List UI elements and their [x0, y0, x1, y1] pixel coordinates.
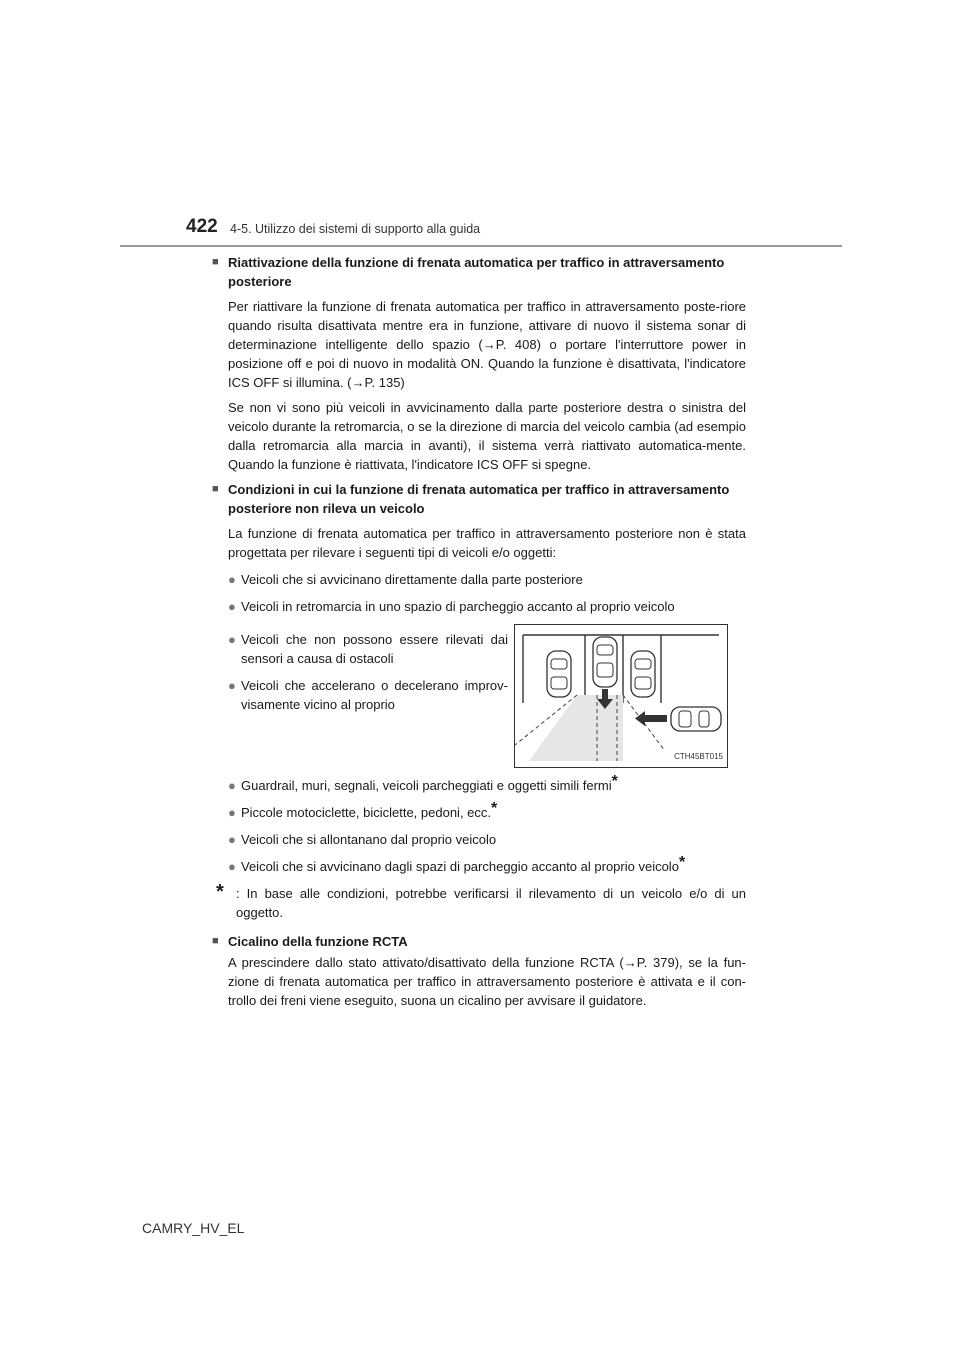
- asterisk-mark: *: [216, 881, 224, 903]
- list-item: ● Veicoli in retromarcia in uno spazio di parcheggio accanto al proprio veicolo: [228, 599, 675, 614]
- paragraph: A prescindere dallo stato attivato/disattivato della funzione RCTA (→P. 379), se la fun-zione di frenata automatica per traffico in attraversamento posteriore è attivata e il con-trollo dei freni viene eseguito, suona un cicalino per avvisare il guidatore.: [228, 955, 746, 1008]
- heading-cicalino: ■ Cicalino della funzione RCTA: [212, 934, 408, 949]
- page-number: 422: [186, 216, 218, 237]
- footnote: * : In base alle condizioni, potrebbe verificarsi il rilevamento di un veicolo e/o di un oggetto.: [216, 881, 746, 920]
- list-item: ● Veicoli che si avvicinano direttamente dalla parte posteriore: [228, 572, 583, 587]
- dot-bullet-icon: ●: [228, 805, 236, 820]
- list-item: ● Veicoli che si avvicinano dagli spazi di parcheggio accanto al proprio veicolo*: [228, 854, 686, 874]
- list-item: ● Veicoli che non possono essere rilevati dai sensori a causa di ostacoli: [228, 632, 508, 666]
- paragraph: Se non vi sono più veicoli in avvicinamento dalla parte posteriore destra o sinistra del veicolo durante la retromarcia, o se la direzione di marcia del veicolo cambia (ad esempio dalla retromarcia alla marcia in avanti), il sistema verrà riattivato automatica-mente. Quando la funzione è riattivata, l'indicatore ICS OFF si spegne.: [228, 400, 746, 472]
- asterisk-mark: *: [678, 854, 686, 871]
- parked-car-icon: [547, 651, 571, 697]
- square-bullet-icon: ■: [212, 483, 219, 495]
- parking-diagram: [515, 625, 727, 767]
- list-item: ● Guardrail, muri, segnali, veicoli parcheggiati e oggetti simili fermi*: [228, 773, 618, 793]
- list-item: ● Piccole motociclette, biciclette, pedoni, ecc.*: [228, 800, 498, 820]
- dot-bullet-icon: ●: [228, 678, 236, 693]
- asterisk-mark: *: [491, 800, 498, 817]
- dot-bullet-icon: ●: [228, 632, 236, 647]
- square-bullet-icon: ■: [212, 935, 219, 947]
- figure-side-text: [212, 622, 508, 768]
- list-item: ● Veicoli che accelerano o decelerano improv-visamente vicino al proprio: [228, 678, 508, 712]
- own-car-icon: [593, 637, 617, 687]
- square-bullet-icon: ■: [212, 256, 219, 268]
- figure-code: CTH45BT015: [674, 752, 723, 761]
- parking-illustration: [514, 624, 728, 768]
- dot-bullet-icon: ●: [228, 599, 236, 614]
- dot-bullet-icon: ●: [228, 778, 236, 793]
- paragraph: Per riattivare la funzione di frenata automatica per traffico in attraversamento poste-riore quando risulta disattivata mentre era in funzione, attivare di nuovo il sistema sonar di determinazione intelligente dello spazio (→P. 408) o portare l'interruttore power in posizione off e poi di nuovo in modalità ON. Quando la funzione è disattivata, l'indicatore ICS OFF si illumina. (→P. 135): [228, 299, 746, 390]
- crossing-car-icon: [671, 707, 721, 731]
- asterisk-mark: *: [611, 773, 618, 790]
- footer-model: CAMRY_HV_EL: [142, 1220, 245, 1236]
- dot-bullet-icon: ●: [228, 832, 236, 847]
- approach-arrow-icon: [635, 711, 667, 726]
- heading-riattivazione: ■ Riattivazione della funzione di frenata automatica per traffico in attraversamento posteriore: [212, 255, 725, 289]
- paragraph: La funzione di frenata automatica per traffico in attraversamento posteriore non è stata progettata per rilevare i seguenti tipi di veicoli e/o oggetti:: [228, 526, 746, 560]
- parked-car-icon: [631, 651, 655, 697]
- page-content: [212, 253, 746, 1010]
- dot-bullet-icon: ●: [228, 859, 236, 874]
- heading-condizioni: ■ Condizioni in cui la funzione di frenata automatica per traffico in attraversamento posteriore non rileva un veicolo: [212, 482, 730, 516]
- figure-row: [212, 622, 746, 768]
- dot-bullet-icon: ●: [228, 572, 236, 587]
- section-title: 4-5. Utilizzo dei sistemi di supporto alla guida: [230, 222, 481, 236]
- header-rule: [120, 245, 842, 247]
- list-item: ● Veicoli che si allontanano dal proprio veicolo: [228, 832, 497, 847]
